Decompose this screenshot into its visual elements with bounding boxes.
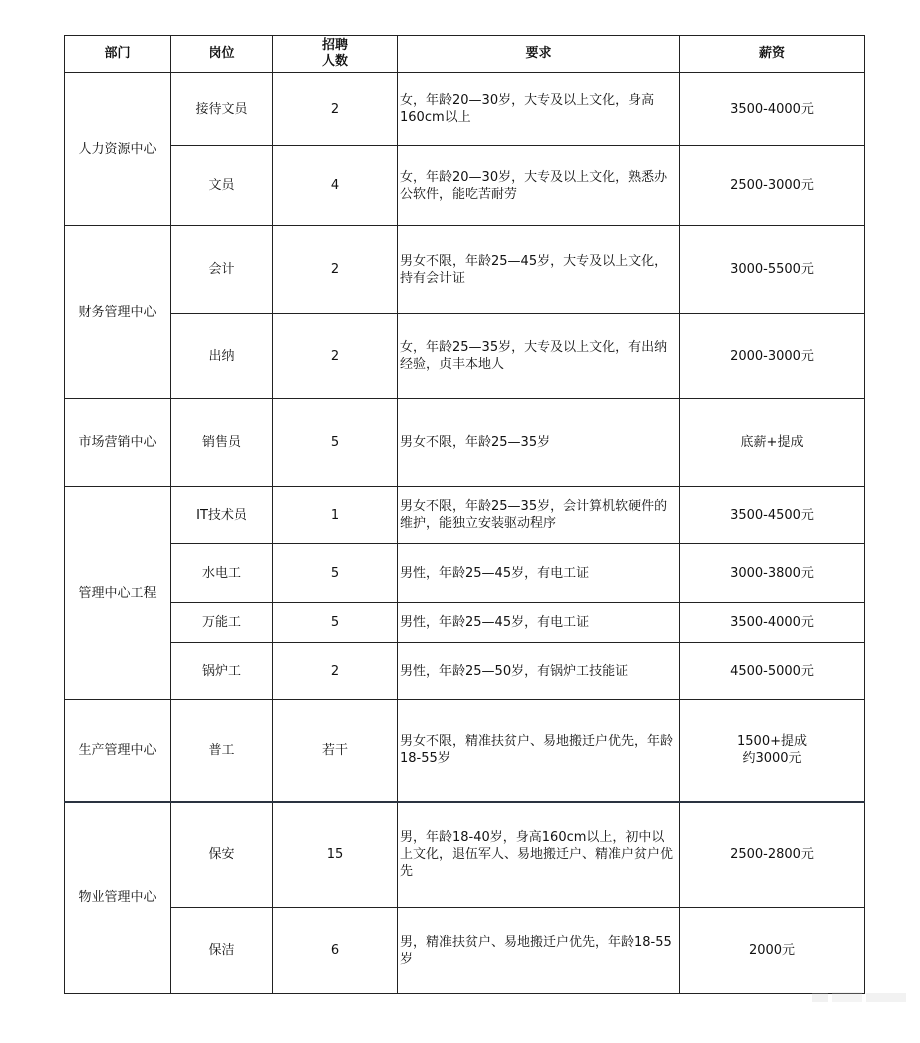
department-cell: 市场营销中心 <box>65 399 171 487</box>
table-row <box>65 643 865 700</box>
salary-cell: 2500-3000元 <box>680 146 865 226</box>
table-row <box>65 802 865 908</box>
position-cell: 销售员 <box>171 399 273 487</box>
table-row <box>65 73 865 146</box>
department-cell: 管理中心工程 <box>65 487 171 700</box>
requirement-cell: 男，年龄18-40岁，身高160cm以上，初中以上文化，退伍军人、易地搬迁户、精准户贫户优先 <box>398 802 680 908</box>
position-cell: 保安 <box>171 802 273 908</box>
header-headcount-line1: 招聘 <box>321 38 348 53</box>
recruitment-table <box>64 35 865 994</box>
requirement-cell: 男女不限，精准扶贫户、易地搬迁户优先，年龄18-55岁 <box>398 700 680 802</box>
requirement-cell: 女，年龄20—30岁，大专及以上文化，熟悉办公软件，能吃苦耐劳 <box>398 146 680 226</box>
header-position: 岗位 <box>171 36 273 73</box>
position-cell: 接待文员 <box>171 73 273 146</box>
requirement-cell: 男女不限，年龄25—35岁 <box>398 399 680 487</box>
requirement-cell: 男性，年龄25—50岁，有锅炉工技能证 <box>398 643 680 700</box>
department-cell: 人力资源中心 <box>65 73 171 226</box>
headcount-cell: 4 <box>273 146 398 226</box>
salary-cell: 底薪+提成 <box>680 399 865 487</box>
requirement-cell: 男性，年龄25—45岁，有电工证 <box>398 603 680 643</box>
header-headcount-line2: 人数 <box>321 54 348 69</box>
table-row <box>65 544 865 603</box>
salary-line-2: 约3000元 <box>742 751 802 767</box>
table-header-row <box>65 36 865 73</box>
salary-cell: 3500-4000元 <box>680 73 865 146</box>
table-row <box>65 314 865 399</box>
headcount-cell: 5 <box>273 399 398 487</box>
table-row <box>65 226 865 314</box>
salary-cell: 2000-3000元 <box>680 314 865 399</box>
salary-cell: 4500-5000元 <box>680 643 865 700</box>
department-cell: 物业管理中心 <box>65 802 171 994</box>
salary-cell: 3500-4500元 <box>680 487 865 544</box>
requirement-cell: 女，年龄20—30岁，大专及以上文化，身高160cm以上 <box>398 73 680 146</box>
headcount-cell: 5 <box>273 603 398 643</box>
header-department: 部门 <box>65 36 171 73</box>
watermark-logo <box>810 989 910 1005</box>
headcount-cell: 2 <box>273 314 398 399</box>
salary-cell: 3500-4000元 <box>680 603 865 643</box>
department-cell: 生产管理中心 <box>65 700 171 802</box>
requirement-cell: 男，精准扶贫户、易地搬迁户优先，年龄18-55岁 <box>398 908 680 994</box>
headcount-cell: 6 <box>273 908 398 994</box>
table-row <box>65 700 865 802</box>
salary-cell <box>680 700 865 802</box>
table-row <box>65 487 865 544</box>
header-headcount <box>273 36 398 73</box>
table-row <box>65 908 865 994</box>
header-requirement: 要求 <box>398 36 680 73</box>
department-cell: 财务管理中心 <box>65 226 171 399</box>
table-row <box>65 399 865 487</box>
headcount-cell: 5 <box>273 544 398 603</box>
position-cell: 文员 <box>171 146 273 226</box>
salary-cell: 2000元 <box>680 908 865 994</box>
headcount-cell: 2 <box>273 226 398 314</box>
salary-line-1: 1500+提成 <box>737 734 807 750</box>
position-cell: 水电工 <box>171 544 273 603</box>
requirement-cell: 男女不限，年龄25—45岁，大专及以上文化，持有会计证 <box>398 226 680 314</box>
position-cell: 保洁 <box>171 908 273 994</box>
headcount-cell: 15 <box>273 802 398 908</box>
position-cell: 锅炉工 <box>171 643 273 700</box>
salary-cell: 2500-2800元 <box>680 802 865 908</box>
headcount-cell: 2 <box>273 73 398 146</box>
requirement-cell: 男女不限，年龄25—35岁，会计算机软硬件的维护，能独立安装驱动程序 <box>398 487 680 544</box>
position-cell: IT技术员 <box>171 487 273 544</box>
headcount-cell: 2 <box>273 643 398 700</box>
table-row <box>65 146 865 226</box>
position-cell: 万能工 <box>171 603 273 643</box>
header-salary: 薪资 <box>680 36 865 73</box>
headcount-cell: 若干 <box>273 700 398 802</box>
salary-cell: 3000-3800元 <box>680 544 865 603</box>
headcount-cell: 1 <box>273 487 398 544</box>
position-cell: 出纳 <box>171 314 273 399</box>
position-cell: 会计 <box>171 226 273 314</box>
requirement-cell: 女，年龄25—35岁，大专及以上文化，有出纳经验，贞丰本地人 <box>398 314 680 399</box>
requirement-cell: 男性，年龄25—45岁，有电工证 <box>398 544 680 603</box>
salary-cell: 3000-5500元 <box>680 226 865 314</box>
position-cell: 普工 <box>171 700 273 802</box>
table-row <box>65 603 865 643</box>
